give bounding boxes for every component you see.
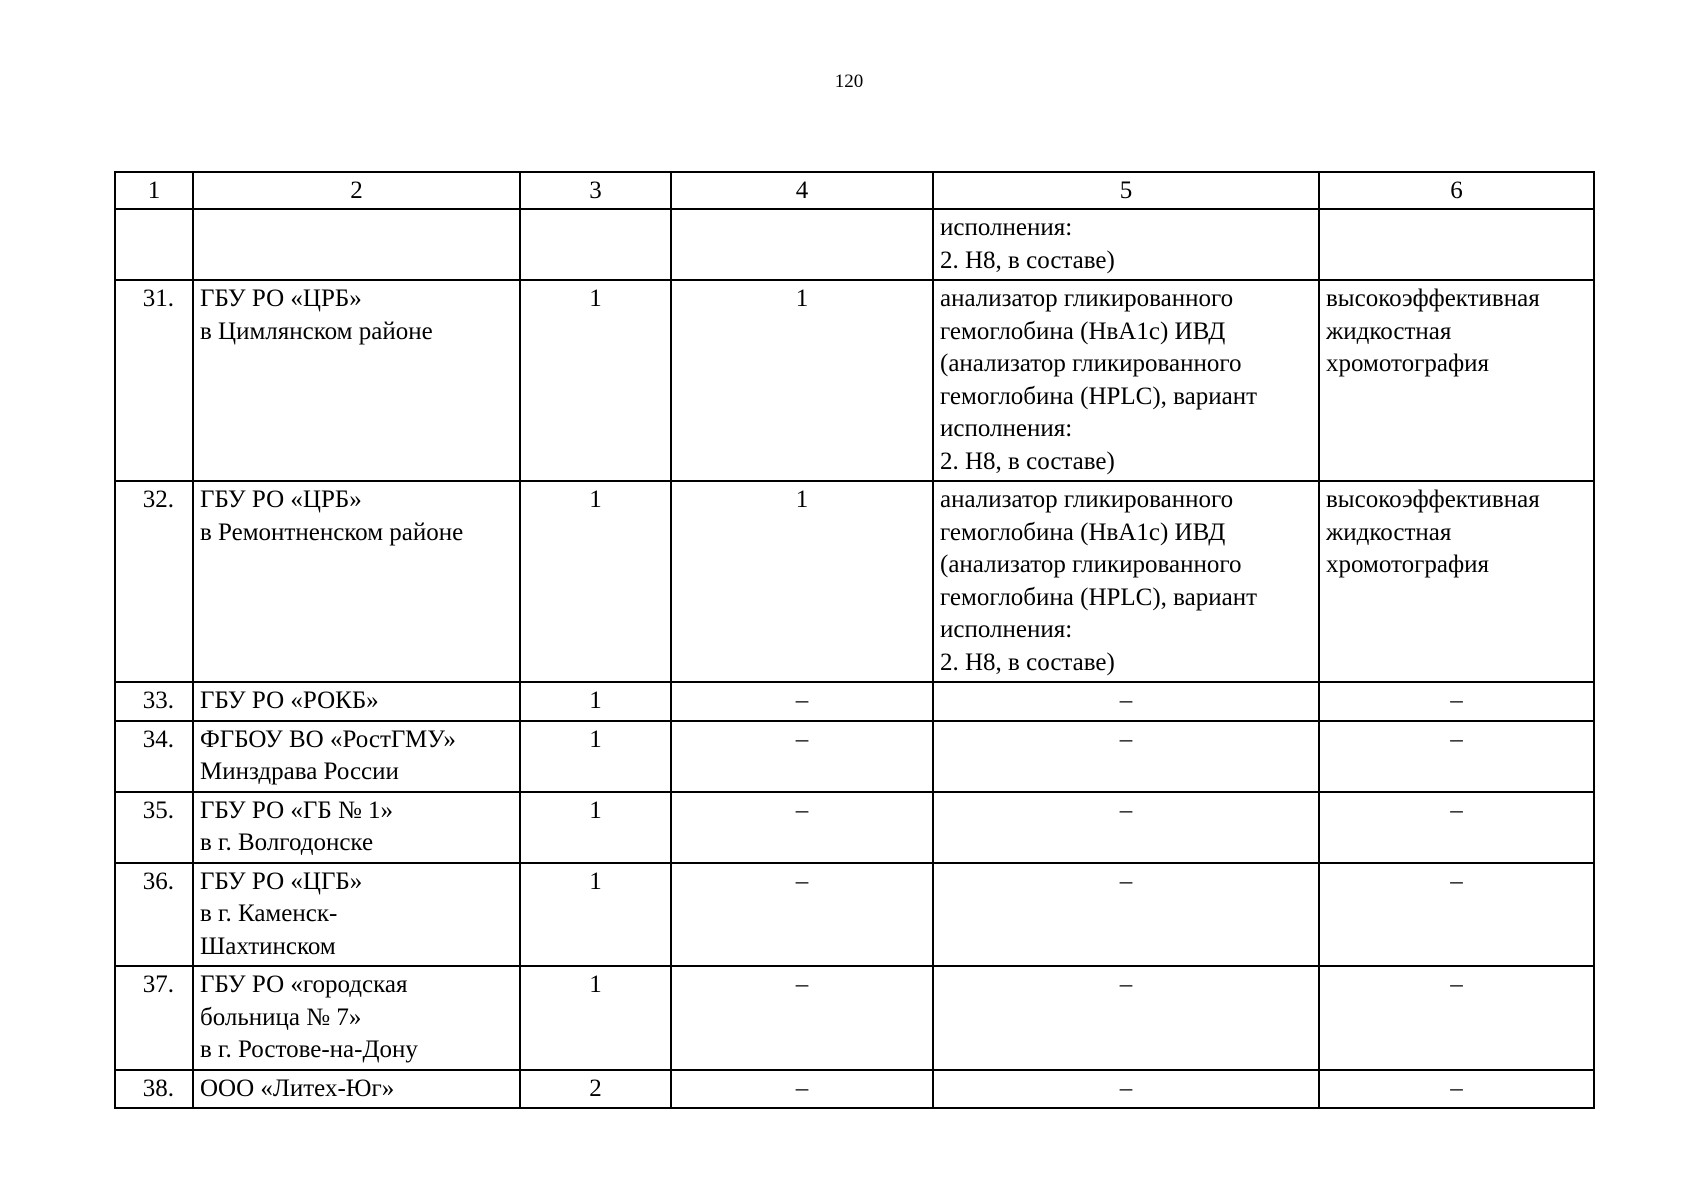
cell-col3: 1 [520,481,671,682]
page-number: 120 [834,71,864,92]
equipment-line: (анализатор гликированного [940,551,1242,578]
cell-method: – [1319,792,1594,863]
table-row [115,280,1594,481]
cell-equipment: – [933,1070,1319,1109]
organization-line: ГБУ РО «ЦГБ» [200,867,363,895]
table-row-continuation [115,209,1594,280]
equipment-line: 2. H8, в составе) [940,246,1115,274]
method-line: жидкостная [1326,518,1452,546]
cell-equipment [933,280,1319,481]
cell-number [115,209,193,280]
header-cell-4: 4 [671,172,933,209]
method-line: хромотография [1326,350,1490,377]
equipment-line: анализатор гликированного [940,486,1234,513]
organization-line: Шахтинском [200,932,336,960]
cell-equipment: – [933,792,1319,863]
cell-equipment: – [933,966,1319,1070]
cell-col4: – [671,682,933,721]
cell-col4: 1 [671,481,933,682]
cell-col4: – [671,792,933,863]
cell-col3: 2 [520,1070,671,1109]
cell-equipment: – [933,863,1319,967]
table-row [115,863,1594,967]
equipment-line: 2. H8, в составе) [940,447,1115,475]
cell-organization [193,682,520,721]
cell-method: – [1319,721,1594,792]
cell-equipment: – [933,721,1319,792]
cell-number: 33. [115,682,193,721]
cell-method: – [1319,966,1594,1070]
organization-line: ГБУ РО «городская [200,971,408,998]
cell-col3: 1 [520,966,671,1070]
cell-method [1319,481,1594,682]
equipment-line: гемоглобина (НвА1с) ИВД [940,317,1226,345]
table-row [115,721,1594,792]
method-line: жидкостная [1326,317,1452,345]
table-row [115,966,1594,1070]
cell-organization [193,1070,520,1109]
organization-line: в г. Волгодонске [200,829,374,856]
equipment-line: (анализатор гликированного [940,350,1242,377]
cell-number: 35. [115,792,193,863]
equipment-line: гемоглобина (HPLC), вариант [940,382,1258,410]
cell-equipment: – [933,682,1319,721]
cell-number: 31. [115,280,193,481]
equipment-line: гемоглобина (HPLC), вариант [940,583,1258,611]
cell-col4: – [671,863,933,967]
cell-col4: – [671,966,933,1070]
table-row [115,682,1594,721]
cell-number: 34. [115,721,193,792]
cell-equipment [933,209,1319,280]
cell-col4 [671,209,933,280]
organization-line: в Цимлянском районе [200,317,433,345]
cell-col3: 1 [520,863,671,967]
organization-line: больница № 7» [200,1003,362,1031]
equipment-line: исполнения: [940,616,1073,643]
equipment-line: исполнения: [940,415,1073,442]
cell-organization [193,863,520,967]
cell-organization [193,792,520,863]
cell-col4: – [671,721,933,792]
cell-method [1319,280,1594,481]
organization-line: в г. Каменск- [200,900,338,927]
organization-line: ООО «Литех-Юг» [200,1074,395,1102]
cell-organization [193,209,520,280]
cell-organization [193,280,520,481]
cell-col3: 1 [520,721,671,792]
cell-method: – [1319,1070,1594,1109]
header-cell-2: 2 [193,172,520,209]
cell-col3 [520,209,671,280]
organization-line: в Ремонтненском районе [200,518,464,546]
cell-method: – [1319,682,1594,721]
header-cell-5: 5 [933,172,1319,209]
method-line: хромотография [1326,551,1490,578]
cell-organization [193,966,520,1070]
method-line: высокоэффективная [1326,285,1540,312]
equipment-line: исполнения: [940,214,1073,241]
cell-method: – [1319,863,1594,967]
organization-line: ГБУ РО «РОКБ» [200,687,379,714]
cell-equipment [933,481,1319,682]
cell-col4: – [671,1070,933,1109]
header-cell-1: 1 [115,172,193,209]
table-row [115,481,1594,682]
cell-number: 37. [115,966,193,1070]
equipment-line: гемоглобина (НвА1с) ИВД [940,518,1226,546]
organization-line: ГБУ РО «ГБ № 1» [200,796,394,824]
header-cell-3: 3 [520,172,671,209]
organization-line: Минздрава России [200,758,399,785]
table-row [115,1070,1594,1109]
cell-number: 38. [115,1070,193,1109]
table-header-row [115,172,1594,209]
table-row [115,792,1594,863]
cell-number: 32. [115,481,193,682]
cell-col3: 1 [520,792,671,863]
cell-number: 36. [115,863,193,967]
method-line: высокоэффективная [1326,486,1540,513]
equipment-line: анализатор гликированного [940,285,1234,312]
cell-col4: 1 [671,280,933,481]
organization-line: ГБУ РО «ЦРБ» [200,486,362,513]
cell-col3: 1 [520,280,671,481]
equipment-line: 2. H8, в составе) [940,648,1115,676]
cell-col3: 1 [520,682,671,721]
cell-method [1319,209,1594,280]
equipment-table [114,171,1595,1109]
cell-organization [193,721,520,792]
organization-line: в г. Ростове-на-Дону [200,1036,418,1063]
organization-line: ФГБОУ ВО «РостГМУ» [200,725,456,753]
cell-organization [193,481,520,682]
header-cell-6: 6 [1319,172,1594,209]
organization-line: ГБУ РО «ЦРБ» [200,285,362,312]
